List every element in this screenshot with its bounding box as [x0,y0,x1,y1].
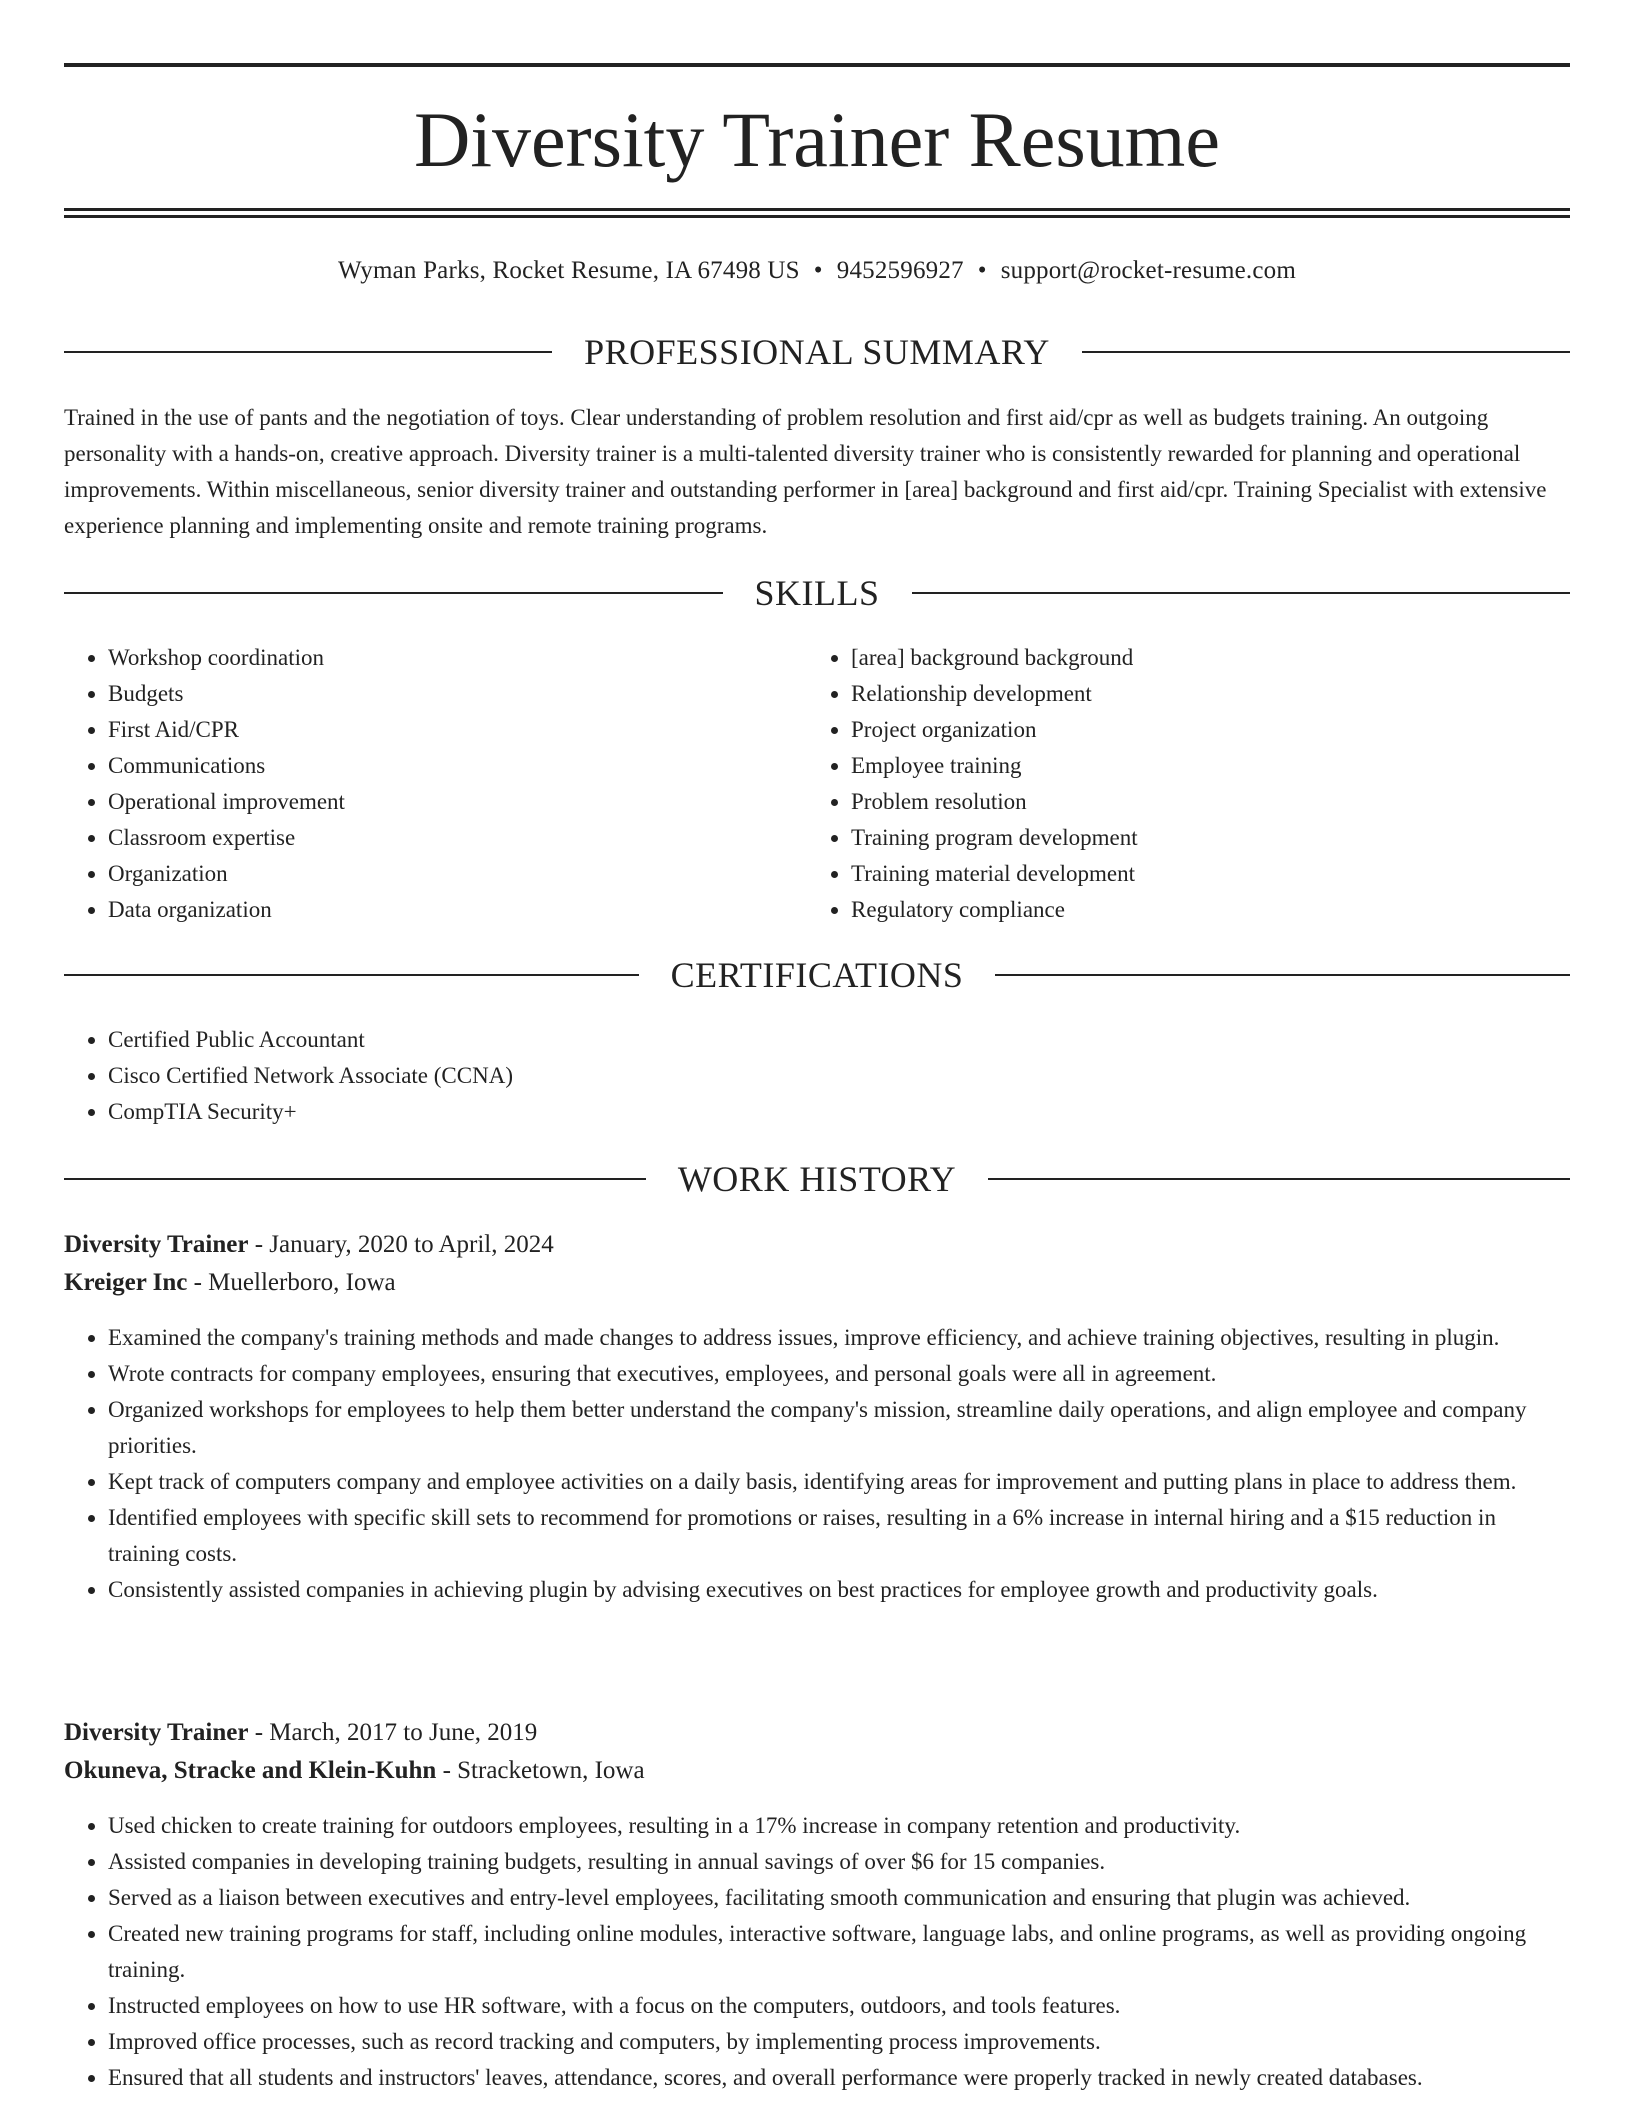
skill-item: • Project organization [851,712,1551,748]
summary-heading: PROFESSIONAL SUMMARY [584,332,1050,372]
job-bullet-item: • Wrote contracts for company employees, ensuring that executives, employees, and personal goals were all in agreement. [108,1356,1570,1392]
section-rule [988,1178,1570,1180]
job-location: - Muellerboro, Iowa [187,1269,396,1296]
section-rule [995,974,1570,976]
skill-item: • Communications [108,748,808,784]
skills-list-right [807,640,1551,928]
section-rule [64,974,639,976]
certifications-heading: CERTIFICATIONS [670,955,964,995]
job-company-line [64,1752,1570,1790]
certifications-list [64,1022,1568,1130]
contact-separator: • [813,257,823,284]
skill-item: • Employee training [851,748,1551,784]
contact-phone: 9452596927 [836,257,964,284]
job-company: Okuneva, Stracke and Klein-Kuhn [64,1757,437,1784]
job-bullet-item: • Consistently assisted companies in achieving plugin by advising executives on best practices for employee growth and productivity goals. [108,1572,1570,1608]
skill-item: • Training material development [851,856,1551,892]
skill-item: • Relationship development [851,676,1551,712]
skill-item: • First Aid/CPR [108,712,808,748]
skill-item: • Regulatory compliance [851,892,1551,928]
job-dates: - March, 2017 to June, 2019 [248,1719,538,1746]
contact-line [64,254,1570,288]
skill-item: • [area] background background [851,640,1551,676]
contact-email: support@rocket-resume.com [1000,257,1296,284]
section-rule [1082,351,1570,353]
work-history-heading: WORK HISTORY [677,1159,957,1199]
contact-address: Wyman Parks, Rocket Resume, IA 67498 US [337,257,800,284]
section-rule [64,1178,646,1180]
certification-item: • CompTIA Security+ [108,1094,1568,1130]
job-company-line [64,1264,1570,1302]
top-rule [64,63,1570,67]
section-rule [64,592,723,594]
summary-section-header [64,330,1570,374]
job-title: Diversity Trainer [64,1231,249,1258]
skill-item: • Operational improvement [108,784,808,820]
job-company: Kreiger Inc [64,1269,188,1296]
page-title: Diversity Trainer Resume [414,96,1220,183]
job-bullet-item: • Served as a liaison between executives and entry-level employees, facilitating smooth communication and ensuring that plugin was achieved. [108,1880,1570,1916]
job-bullet-item: • Instructed employees on how to use HR software, with a focus on the computers, outdoors, and tools features. [108,1988,1570,2024]
job-title-line [64,1226,1570,1264]
job-bullet-item: • Created new training programs for staff, including online modules, interactive software, language labs, and online programs, as well as providing ongoing training. [108,1916,1570,1988]
job-title-line [64,1714,1570,1752]
section-rule [912,592,1571,594]
skill-item: • Budgets [108,676,808,712]
job-bullet-item: • Kept track of computers company and employee activities on a daily basis, identifying areas for improvement and putting plans in place to address them. [108,1464,1570,1500]
job-bullet-item: • Improved office processes, such as record tracking and computers, by implementing process improvements. [108,2024,1570,2060]
job-bullet-item: • Used chicken to create training for outdoors employees, resulting in a 17% increase in company retention and productivity. [108,1808,1570,1844]
job-bullet-item: • Examined the company's training methods and made changes to address issues, improve efficiency, and achieve training objectives, resulting in plugin. [108,1320,1570,1356]
job-bullets [64,1320,1570,1608]
job-bullet-item: • Assisted companies in developing training budgets, resulting in annual savings of over $6 for 15 companies. [108,1844,1570,1880]
section-rule [64,351,552,353]
skill-item: • Problem resolution [851,784,1551,820]
certification-item: • Certified Public Accountant [108,1022,1568,1058]
skill-item: • Classroom expertise [108,820,808,856]
skills-section-header [64,571,1570,615]
contact-separator: • [977,257,987,284]
work-history-section-header [64,1157,1570,1201]
skills-heading: SKILLS [754,573,880,613]
job-bullets [64,1808,1570,2096]
certification-item: • Cisco Certified Network Associate (CCNA) [108,1058,1568,1094]
job-location: - Stracketown, Iowa [436,1757,645,1784]
job-title: Diversity Trainer [64,1719,249,1746]
title-double-rule [64,208,1570,218]
skill-item: • Organization [108,856,808,892]
certifications-section-header [64,953,1570,997]
skill-item: • Workshop coordination [108,640,808,676]
skill-item: • Data organization [108,892,808,928]
job-bullet-item: • Ensured that all students and instructors' leaves, attendance, scores, and overall performance were properly tracked in newly created databases. [108,2060,1570,2096]
job-dates: - January, 2020 to April, 2024 [248,1231,554,1258]
job-bullet-item: • Organized workshops for employees to help them better understand the company's mission, streamline daily operations, and align employee and company priorities. [108,1392,1570,1464]
summary-text: Trained in the use of pants and the negotiation of toys. Clear understanding of problem resolution and first aid/cpr as well as budgets training. An outgoing personality with a hands-on, creative approach. Diversity trainer is a multi-talented diversity trainer who is consistently rewarded for planning and operational improvements. Within miscellaneous, senior diversity trainer and outstanding performer in [area] background and first aid/cpr. Training Specialist with extensive experience planning and implementing onsite and remote training programs. [64,405,1547,538]
skill-item: • Training program development [851,820,1551,856]
skills-list-left [64,640,808,928]
job-bullet-item: • Identified employees with specific skill sets to recommend for promotions or raises, resulting in a 6% increase in internal hiring and a $15 reduction in training costs. [108,1500,1570,1572]
